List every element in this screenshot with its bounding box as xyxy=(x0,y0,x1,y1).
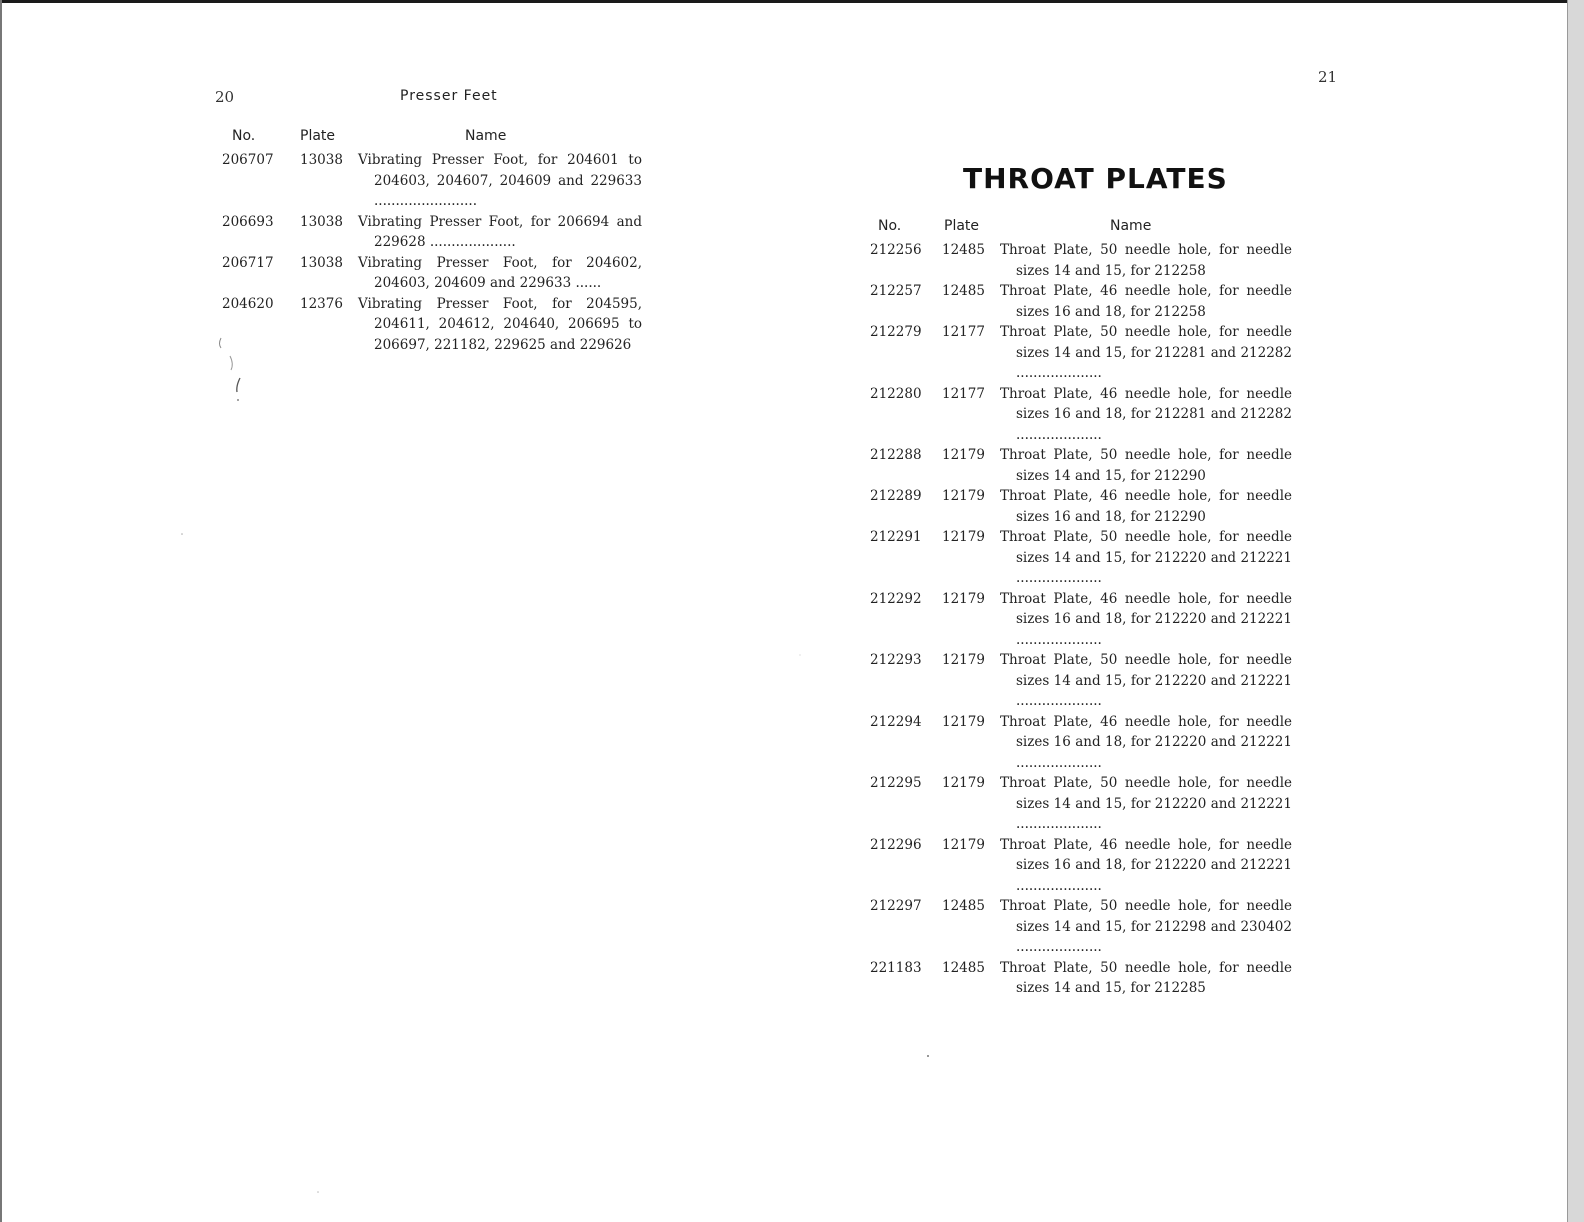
table-row xyxy=(218,212,642,253)
part-name: Vibrating Presser Foot, for 204601 to 204603, 204607, 204609 and 229633 ........................ xyxy=(358,152,642,209)
part-number: 212257 xyxy=(870,283,922,299)
left-page-number: 20 xyxy=(215,88,235,106)
table-row xyxy=(870,384,1292,446)
part-name: Throat Plate, 46 needle hole, for needle sizes 16 and 18, for 212258 xyxy=(1000,283,1292,320)
part-name: Throat Plate, 50 needle hole, for needle sizes 14 and 15, for 212220 and 212221 .................... xyxy=(1000,652,1292,709)
plate-number: 12179 xyxy=(942,836,985,853)
plate-number: 12485 xyxy=(942,242,985,258)
scan-right-margin xyxy=(1568,0,1584,1222)
table-row xyxy=(870,589,1292,651)
plate-number: 12376 xyxy=(300,295,343,312)
plate-number: 13038 xyxy=(300,152,343,168)
part-name: Throat Plate, 50 needle hole, for needle sizes 14 and 15, for 212220 and 212221 .................... xyxy=(1000,775,1292,832)
table-row xyxy=(218,253,642,294)
scan-top-edge xyxy=(0,0,1584,3)
column-header-name: Name xyxy=(465,128,507,144)
part-number: 206693 xyxy=(222,213,274,230)
part-number: 212294 xyxy=(870,713,922,730)
plate-number: 12179 xyxy=(942,590,985,607)
part-name: Throat Plate, 46 needle hole, for needle sizes 16 and 18, for 212281 and 212282 .................... xyxy=(1000,385,1292,443)
column-header-no: No. xyxy=(232,128,256,144)
column-header-name: Name xyxy=(1110,218,1152,234)
table-body xyxy=(870,240,1292,999)
table-body xyxy=(218,150,642,355)
page-title: THROAT PLATES xyxy=(963,162,1228,195)
part-number: 206717 xyxy=(222,254,274,271)
table-row xyxy=(870,527,1292,589)
table-row xyxy=(870,486,1292,527)
plate-number: 12179 xyxy=(942,488,985,504)
part-number: 212289 xyxy=(870,488,922,504)
table-row xyxy=(870,773,1292,835)
part-number: 212292 xyxy=(870,590,922,607)
plate-number: 12485 xyxy=(942,959,985,976)
part-name: Vibrating Presser Foot, for 204595, 204611, 204612, 204640, 206695 to 206697, 221182, 229625 and 229626 xyxy=(358,295,642,353)
part-number: 212297 xyxy=(870,898,922,914)
plate-number: 12179 xyxy=(942,652,985,668)
part-name: Throat Plate, 50 needle hole, for needle sizes 14 and 15, for 212285 xyxy=(1000,959,1292,996)
table-row xyxy=(870,896,1292,958)
table-row xyxy=(218,294,642,356)
column-header-plate: Plate xyxy=(300,128,336,144)
part-name: Throat Plate, 46 needle hole, for needle sizes 16 and 18, for 212220 and 212221 .................... xyxy=(1000,590,1292,648)
running-head: Presser Feet xyxy=(400,88,498,104)
part-number: 212295 xyxy=(870,775,922,791)
column-header-plate: Plate xyxy=(944,218,980,234)
part-number: 206707 xyxy=(222,152,274,168)
part-name: Vibrating Presser Foot, for 206694 and 229628 .................... xyxy=(358,213,642,250)
part-number: 212296 xyxy=(870,836,922,853)
part-name: Throat Plate, 46 needle hole, for needle sizes 16 and 18, for 212290 xyxy=(1000,488,1292,525)
part-number: 221183 xyxy=(870,959,922,976)
table-row xyxy=(870,445,1292,486)
plate-number: 12485 xyxy=(942,283,985,299)
plate-number: 13038 xyxy=(300,213,343,230)
part-number: 212280 xyxy=(870,385,922,402)
plate-number: 12179 xyxy=(942,775,985,791)
table-header xyxy=(870,218,1292,238)
table-header xyxy=(218,128,642,148)
table-row xyxy=(870,650,1292,712)
part-number: 212288 xyxy=(870,447,922,463)
plate-number: 12177 xyxy=(942,385,985,402)
part-name: Throat Plate, 50 needle hole, for needle sizes 14 and 15, for 212220 and 212221 .................... xyxy=(1000,529,1292,586)
table-row xyxy=(870,322,1292,384)
part-name: Vibrating Presser Foot, for 204602, 204603, 204609 and 229633 ...... xyxy=(358,254,642,291)
scan-left-edge xyxy=(0,0,2,1222)
table-row xyxy=(870,281,1292,322)
plate-number: 12485 xyxy=(942,898,985,914)
part-name: Throat Plate, 50 needle hole, for needle sizes 14 and 15, for 212281 and 212282 .................... xyxy=(1000,324,1292,381)
part-number: 204620 xyxy=(222,295,274,312)
part-name: Throat Plate, 50 needle hole, for needle sizes 14 and 15, for 212298 and 230402 .................... xyxy=(1000,898,1292,955)
part-number: 212291 xyxy=(870,529,922,545)
part-name: Throat Plate, 50 needle hole, for needle sizes 14 and 15, for 212290 xyxy=(1000,447,1292,484)
plate-number: 12177 xyxy=(942,324,985,340)
part-number: 212293 xyxy=(870,652,922,668)
part-name: Throat Plate, 46 needle hole, for needle sizes 16 and 18, for 212220 and 212221 .................... xyxy=(1000,713,1292,771)
right-page-number: 21 xyxy=(1318,68,1338,86)
plate-number: 12179 xyxy=(942,713,985,730)
table-row xyxy=(870,958,1292,999)
part-number: 212279 xyxy=(870,324,922,340)
table-row xyxy=(218,150,642,212)
column-header-no: No. xyxy=(878,218,902,234)
plate-number: 12179 xyxy=(942,447,985,463)
table-row xyxy=(870,835,1292,897)
plate-number: 13038 xyxy=(300,254,343,271)
plate-number: 12179 xyxy=(942,529,985,545)
part-name: Throat Plate, 46 needle hole, for needle sizes 16 and 18, for 212220 and 212221 .................... xyxy=(1000,836,1292,894)
table-row xyxy=(870,712,1292,774)
part-name: Throat Plate, 50 needle hole, for needle sizes 14 and 15, for 212258 xyxy=(1000,242,1292,279)
part-number: 212256 xyxy=(870,242,922,258)
table-row xyxy=(870,240,1292,281)
